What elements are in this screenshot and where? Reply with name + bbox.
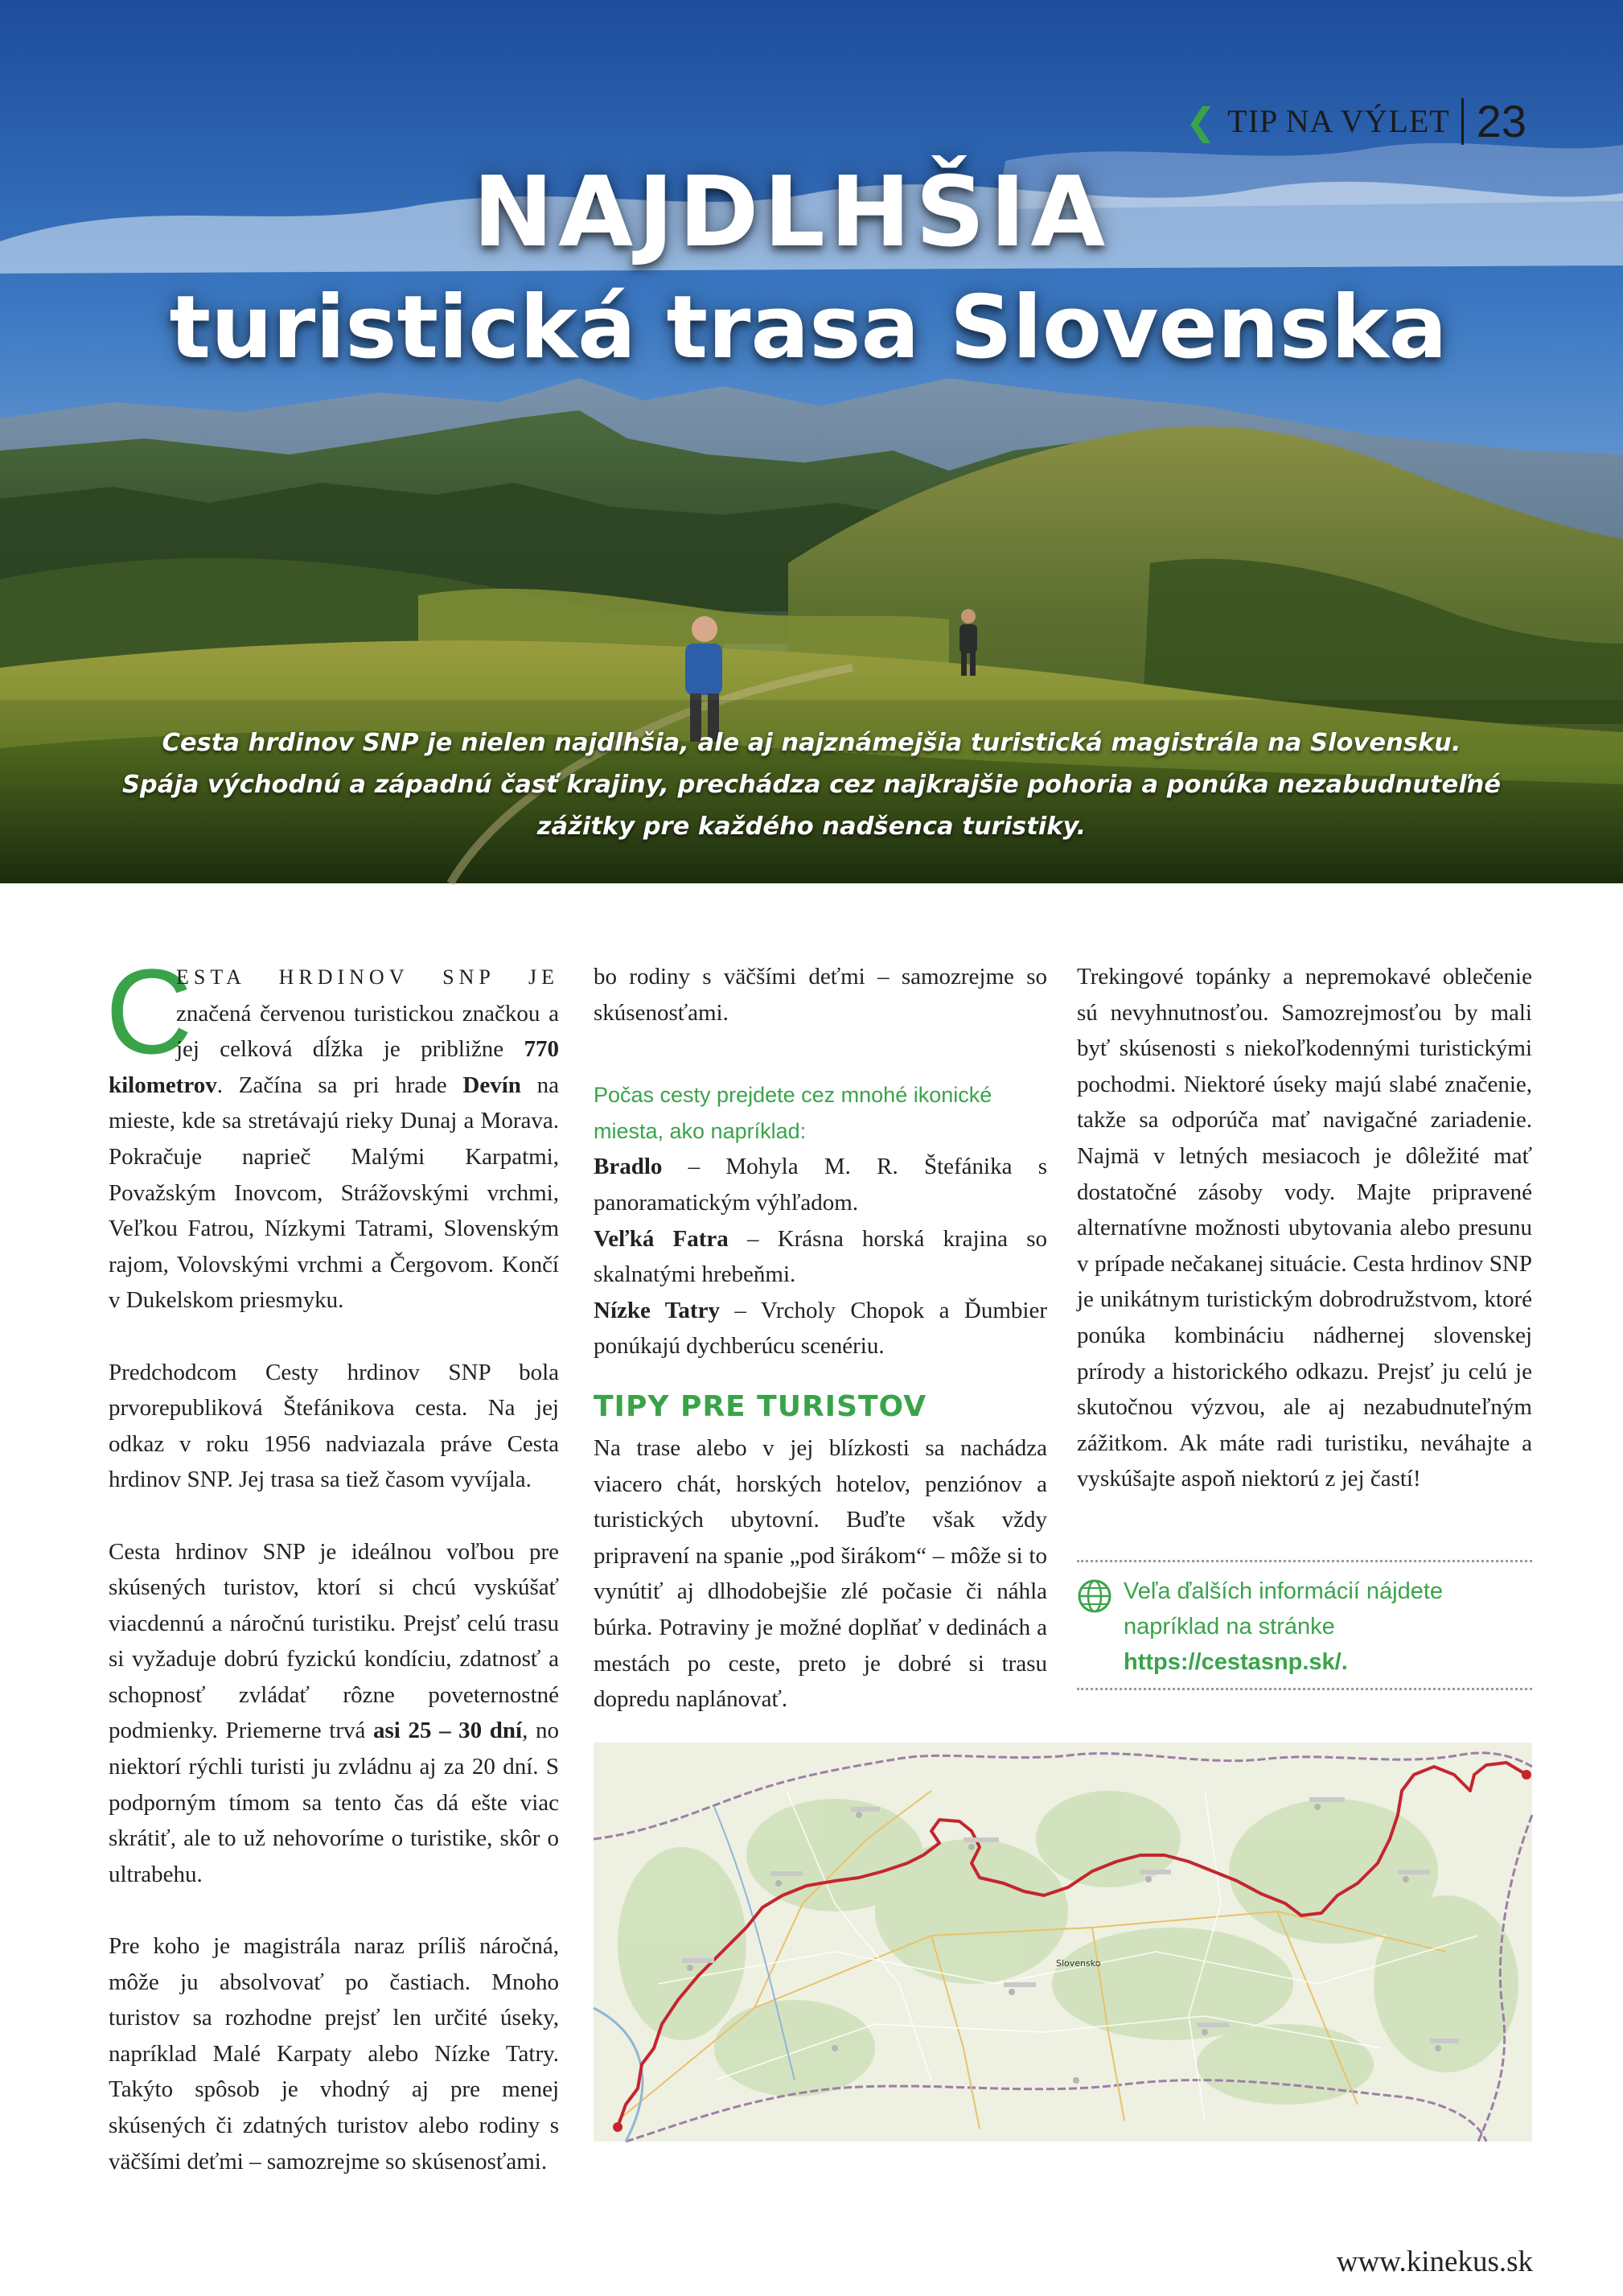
bold-duration: asi 25 – 30 dní [372,1718,523,1744]
article-column-3 [1077,959,1532,1497]
page-title-line1: NAJDLHŠIA [472,157,1111,269]
tips-paragraph: Na trase alebo v jej blízkosti sa nachádza viacero chát, horských hotelov, penziónov a turistických ubytovní. Buďte však vždy pripravení na spanie „pod širákom“ – môže si to vynútiť aj dlhodobejšie zlé počasie či náhla búrka. Potraviny je možné doplňať v dedinách a mestách po ceste, preto je dobré si trasu dopredu naplánovať. [594,1434,1047,1713]
lead-line: Cesta hrdinov SNP je nielen najdlhšia, ale aj najznámejšia turistická magistrála na Slovensku. [162,729,1461,757]
page-number: 23 [1476,96,1526,146]
text-run: na mieste, kde sa stretávajú rieky Dunaj a Morava. Pokračuje naprieč Malými Karpatmi, Považským Inovcom, Strážovskými vrchmi, Veľkou Fatrou, Nízkymi Tatrami, Slovenským rajom, Volovskými vrchmi a Čergovom. Končí v Dukelskom priesmyku. [109,1072,560,1314]
article-paragraph [109,1534,559,1893]
info-box [1077,1560,1532,1690]
map-country-label: Slovensko [1056,1958,1101,1969]
lead-paragraph [48,722,1575,848]
route-map [594,1743,1532,2142]
small-caps-intro: ESTA HRDINOV SNP JE [176,965,559,989]
section-name: TIP NA VÝLET [1227,103,1450,139]
hero-photo [0,0,1623,883]
place-name: Veľká Fatra [594,1225,729,1252]
info-sentence: Veľa ďalších informácií nájdete napríklad na stránke [1124,1578,1444,1640]
drop-cap: C [105,944,193,1079]
article-column-1 [105,944,560,2175]
article-column-2 [594,959,1047,1718]
place-name: Bradlo [594,1154,663,1180]
place-item [594,1149,1047,1220]
paragraph-continuation: bo rodiny s väčšími deťmi – samozrejme so skúsenosťami. [594,964,1047,1026]
route-map-image [594,1743,1532,2142]
text-run: , no niektorí rýchli turisti ju zvládnu aj za 20 dní. S podporným tímom sa tento čas dá ešte viac skrátiť, ale to už nehovoríme o turistike, skôr o ultrabehu. [109,1718,559,1887]
bold-distance: 770 kilometrov [109,1036,559,1098]
lead-line: Spája východnú a západnú časť krajiny, prechádza cez najkrajšie pohoria a ponúka nezabudnuteľné [121,771,1502,799]
text-run: . Začína sa pri hrade [216,1072,447,1098]
footer-url: www.kinekus.sk [1336,2245,1533,2278]
section-label [1185,95,1526,147]
place-item [594,1221,1047,1293]
article-paragraph [105,944,560,1319]
text-run: značená červenou turistickou značkou a jej celková dĺžka je približne [176,1000,559,1063]
place-text: – Vrcholy Chopok a Ďumbier ponúkajú dychberúcu scenériu. [594,1297,1047,1360]
divider [1461,98,1464,145]
article-paragraph: Pre koho je magistrála naraz príliš náročná, môže ju absolvovať po častiach. Mnoho turistov sa rozhodne prejsť len určité úseky, napríklad Malé Karpaty alebo Nízke Tatry. Takýto spôsob je vhodný aj pre menej skúsených či zdatných turistov alebo rodiny s väčšími deťmi – samozrejme so skúsenosťami. [109,1933,559,2175]
place-text: – Krásna horská krajina so skalnatými hrebeňmi. [594,1225,1047,1288]
place-item [594,1293,1047,1364]
info-text [1124,1574,1526,1680]
place-name: Nízke Tatry [594,1297,720,1323]
text-run: Cesta hrdinov SNP je ideálnou voľbou pre skúsených turistov, ktorí si chcú vyskúšať viacdennú a náročnú turistiku. Prejsť celú trasu si vyžaduje dobrú fyzickú kondíciu, zdatnosť a schopnosť zvládať rôzne poveternostné podmienky. Priemerne trvá [109,1538,559,1744]
bold-place: Devín [462,1072,521,1098]
places-subheading: Počas cesty prejdete cez mnohé ikonické miesta, ako napríklad: [594,1083,992,1143]
article-paragraph: Trekingové topánky a nepremokavé oblečenie sú nevyhnutnosťou. Samozrejmosťou by mali byť skúsenosti s niekoľkodennými turistickými pochodmi. Niektoré úseky majú slabé značenie, takže sa odporúča mať navigačné zariadenie. Najmä v letných mesiacoch je dôležité mať dostatočné zásoby vody. Majte pripravené alternatívne možnosti ubytovania alebo presunu v prípade nečakanej situácie. Cesta hrdinov SNP je unikátnym turistickým dobrodružstvom, ktoré ponúka kombináciu nádhernej slovenskej prírody a historického odkazu. Prejsť ju celú je skutočnou výzvou, ale aj nezabudnuteľným zážitkom. Ak máte radi turistiku, neváhajte a vyskúšajte aspoň niektorú z jej častí! [1077,964,1532,1492]
lead-line: zážitky pre každého nadšenca turistiky. [536,813,1087,841]
tips-heading: TIPY PRE TURISTOV [594,1389,927,1423]
page-title-line2: turistická trasa Slovenska [169,278,1448,378]
globe-icon [1077,1578,1112,1614]
website-link[interactable]: https://cestasnp.sk/. [1124,1649,1348,1675]
article-paragraph: Predchodcom Cesty hrdinov SNP bola prvorepubliková Štefánikova cesta. Na jej odkaz v roku 1956 nadviazala práve Cesta hrdinov SNP. Jej trasa sa tiež časom vyvíjala. [109,1359,559,1493]
chevron-left-icon: ❮ [1185,99,1217,143]
place-text: – Mohyla M. R. Štefánika s panoramatickým výhľadom. [594,1154,1047,1216]
